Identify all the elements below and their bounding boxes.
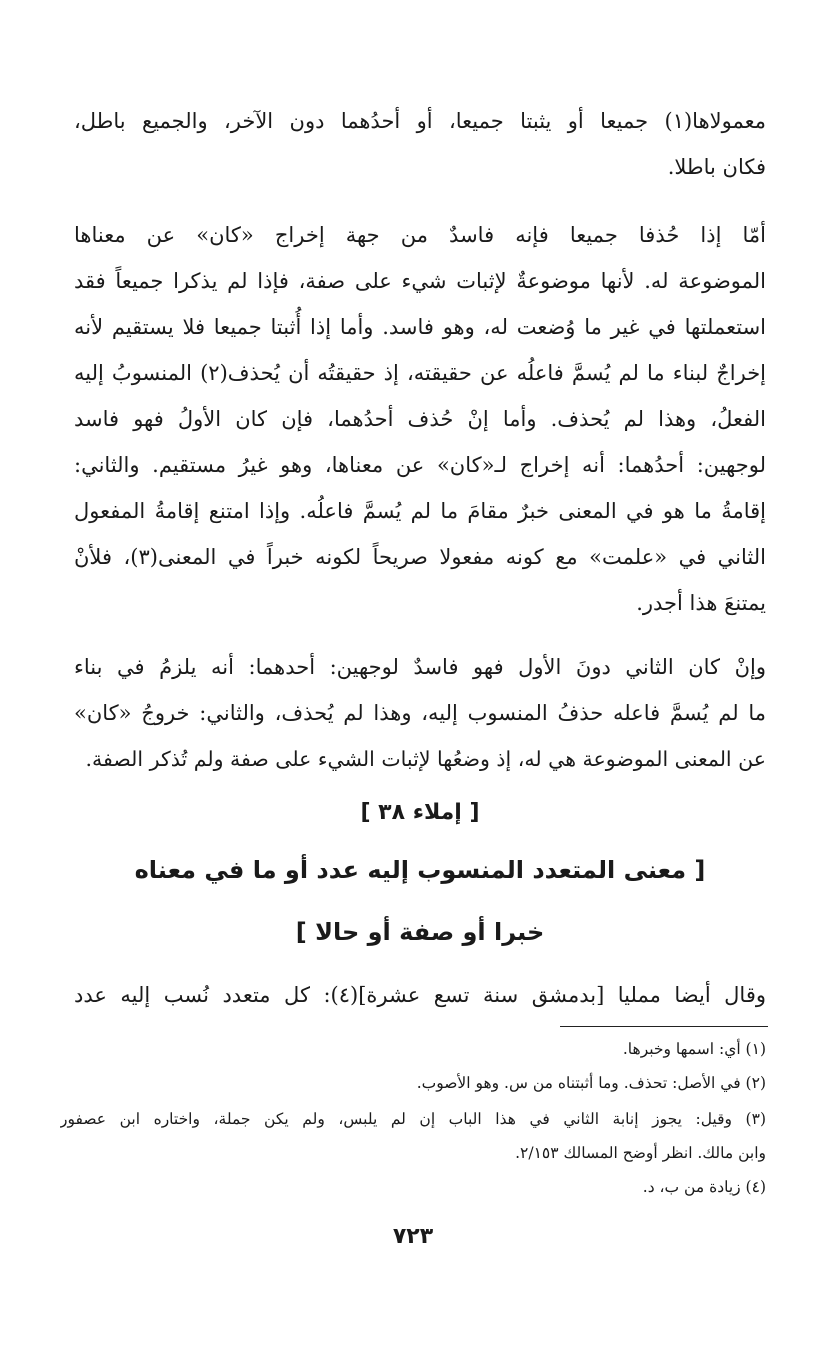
- text-line: الثاني في «علمت» مع كونه مفعولا صريحاً لكونه خبراً في المعنى(٣)، فلأنْ: [74, 545, 766, 569]
- footnote-3-continuation: وابن مالك. انظر أوضح المسالك ٢/١٥٣.: [515, 1144, 766, 1162]
- text-line: ما لم يُسمَّ فاعله حذفُ المنسوب إليه، وهذا لم يُحذف، والثاني: خروجُ «كان»: [74, 701, 766, 725]
- text-line: الموضوعة له. لأنها موضوعةٌ لإثبات شيء على صفة، فإذا لم يذكرا جميعاً فقد: [74, 269, 766, 293]
- text-line: لوجهين: أحدُهما: أنه إخراج لـ«كان» عن معناها، وهو غيرُ مستقيم. والثاني:: [74, 453, 766, 477]
- text-line: وإنْ كان الثاني دونَ الأول فهو فاسدٌ لوجهين: أحدهما: أنه يلزمُ في بناء: [74, 655, 766, 679]
- text-line: وقال أيضا ممليا [بدمشق سنة تسع عشرة](٤): كل متعدد نُسب إليه عدد: [74, 983, 766, 1007]
- footnote-2: (٢) في الأصل: تحذف. وما أثبتناه من س. وهو الأصوب.: [416, 1074, 766, 1092]
- paragraph-2: [74, 212, 766, 626]
- paragraph-3: [74, 644, 766, 782]
- text-line: إقامةُ ما هو في المعنى خبرٌ مقامَ ما لم يُسمَّ فاعلُه. وإذا امتنع إقامةُ المفعول: [74, 499, 766, 523]
- footnote-separator: [560, 1026, 768, 1027]
- paragraph-1: [74, 98, 766, 190]
- text-line: أمّا إذا حُذفا جميعا فإنه فاسدٌ من جهة إخراج «كان» عن معناها: [74, 223, 766, 247]
- text-line: إخراجٌ لبناء ما لم يُسمَّ فاعلُه عن حقيقته، إذ حقيقتُه أن يُحذف(٢) المنسوبُ إليه: [74, 361, 766, 385]
- footnote-3: (٣) وقيل: يجوز إنابة الثاني في هذا الباب إن لم يلبس، ولم يكن جملة، واختاره ابن عصفور: [60, 1110, 766, 1128]
- text-line: الفعلُ، وهذا لم يُحذف. وأما إنْ حُذف أحدُهما، فإن كان الأولُ فهو فاسد: [74, 407, 766, 431]
- footnote-4: (٤) زيادة من ب، د.: [642, 1178, 766, 1196]
- page-number: ٧٢٣: [392, 1224, 434, 1249]
- text-line: استعملتها في غير ما وُضعت له، وهو فاسد. وأما إذا أُثبتا جميعا فلا يستقيم لأنه: [74, 315, 766, 339]
- text-line: عن المعنى الموضوعة هي له، إذ وضعُها لإثبات الشيء على صفة ولم تُذكر الصفة.: [85, 747, 766, 771]
- text-line: يمتنعَ هذا أجدر.: [636, 591, 766, 615]
- section-title-line-1: [ معنى المتعدد المنسوب إليه عدد أو ما في معناه: [134, 856, 706, 884]
- text-line: معمولاها(١) جميعا أو يثبتا جميعا، أو أحدُهما دون الآخر، والجميع باطل،: [74, 109, 766, 133]
- text-line: فكان باطلا.: [667, 155, 766, 179]
- section-title-line-2: خبرا أو صفة أو حالا ]: [295, 918, 545, 946]
- footnote-1: (١) أي: اسمها وخبرها.: [622, 1040, 766, 1058]
- imla-heading: [ إملاء ٣٨ ]: [360, 800, 480, 825]
- paragraph-4: [74, 972, 766, 1018]
